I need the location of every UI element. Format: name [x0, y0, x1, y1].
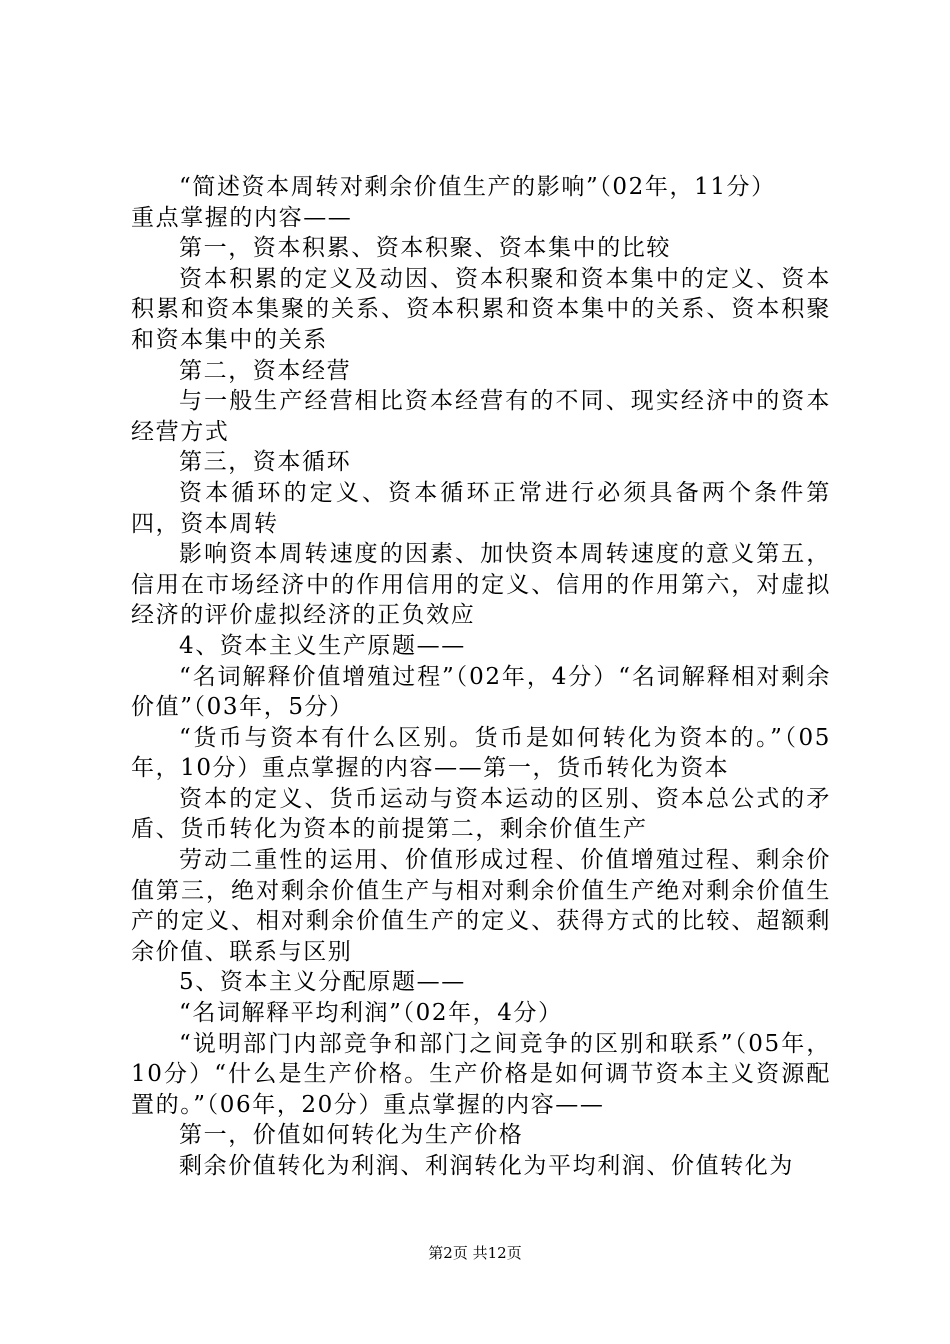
paragraph: “说明部门内部竞争和部门之间竞争的区别和联系”（05年，10分）“什么是生产价格。生产价格是如何调节资本主义资源配置的。”（06年，20分）重点掌握的内容—— — [131, 1030, 831, 1118]
paragraph: 劳动二重性的运用、价值形成过程、价值增殖过程、剩余价值第三，绝对剩余价值生产与相对剩余价值生产绝对剩余价值生产的定义、相对剩余价值生产的定义、获得方式的比较、超额剩余价值、联系与区别 — [131, 847, 831, 965]
document-body — [131, 172, 831, 1182]
paragraph: 重点掌握的内容—— — [131, 204, 353, 231]
paragraph: 第一，价值如何转化为生产价格 — [179, 1122, 524, 1149]
paragraph: 4、资本主义生产原题—— — [179, 632, 466, 659]
paragraph: “简述资本周转对剩余价值生产的影响”（02年，11分） — [179, 174, 776, 200]
paragraph: 第一，资本积累、资本积聚、资本集中的比较 — [179, 235, 671, 262]
paragraph: 第二，资本经营 — [179, 357, 352, 384]
paragraph: “货币与资本有什么区别。货币是如何转化为资本的。”（05年，10分）重点掌握的内容——第一，货币转化为资本 — [131, 724, 831, 782]
paragraph: 资本的定义、货币运动与资本运动的区别、资本总公式的矛盾、货币转化为资本的前提第二，剩余价值生产 — [131, 785, 831, 843]
paragraph: “名词解释价值增殖过程”（02年，4分）“名词解释相对剩余价值”（03年，5分） — [131, 663, 831, 721]
paragraph: 资本积累的定义及动因、资本积聚和资本集中的定义、资本积累和资本集聚的关系、资本积累和资本集中的关系、资本积聚和资本集中的关系 — [131, 265, 831, 353]
paragraph: 剩余价值转化为利润、利润转化为平均利润、价值转化为 — [179, 1153, 794, 1179]
paragraph: 资本循环的定义、资本循环正常进行必须具备两个条件第四，资本周转 — [131, 479, 831, 537]
paragraph: 5、资本主义分配原题—— — [179, 969, 466, 996]
paragraph: 影响资本周转速度的因素、加快资本周转速度的意义第五，信用在市场经济中的作用信用的定义、信用的作用第六，对虚拟经济的评价虚拟经济的正负效应 — [131, 541, 831, 629]
paragraph: 第三，资本循环 — [179, 449, 352, 476]
paragraph: 与一般生产经营相比资本经营有的不同、现实经济中的资本经营方式 — [131, 388, 831, 445]
page-number-footer: 第2页 共12页 — [428, 1244, 522, 1262]
paragraph: “名词解释平均利润”（02年，4分） — [179, 1000, 563, 1027]
